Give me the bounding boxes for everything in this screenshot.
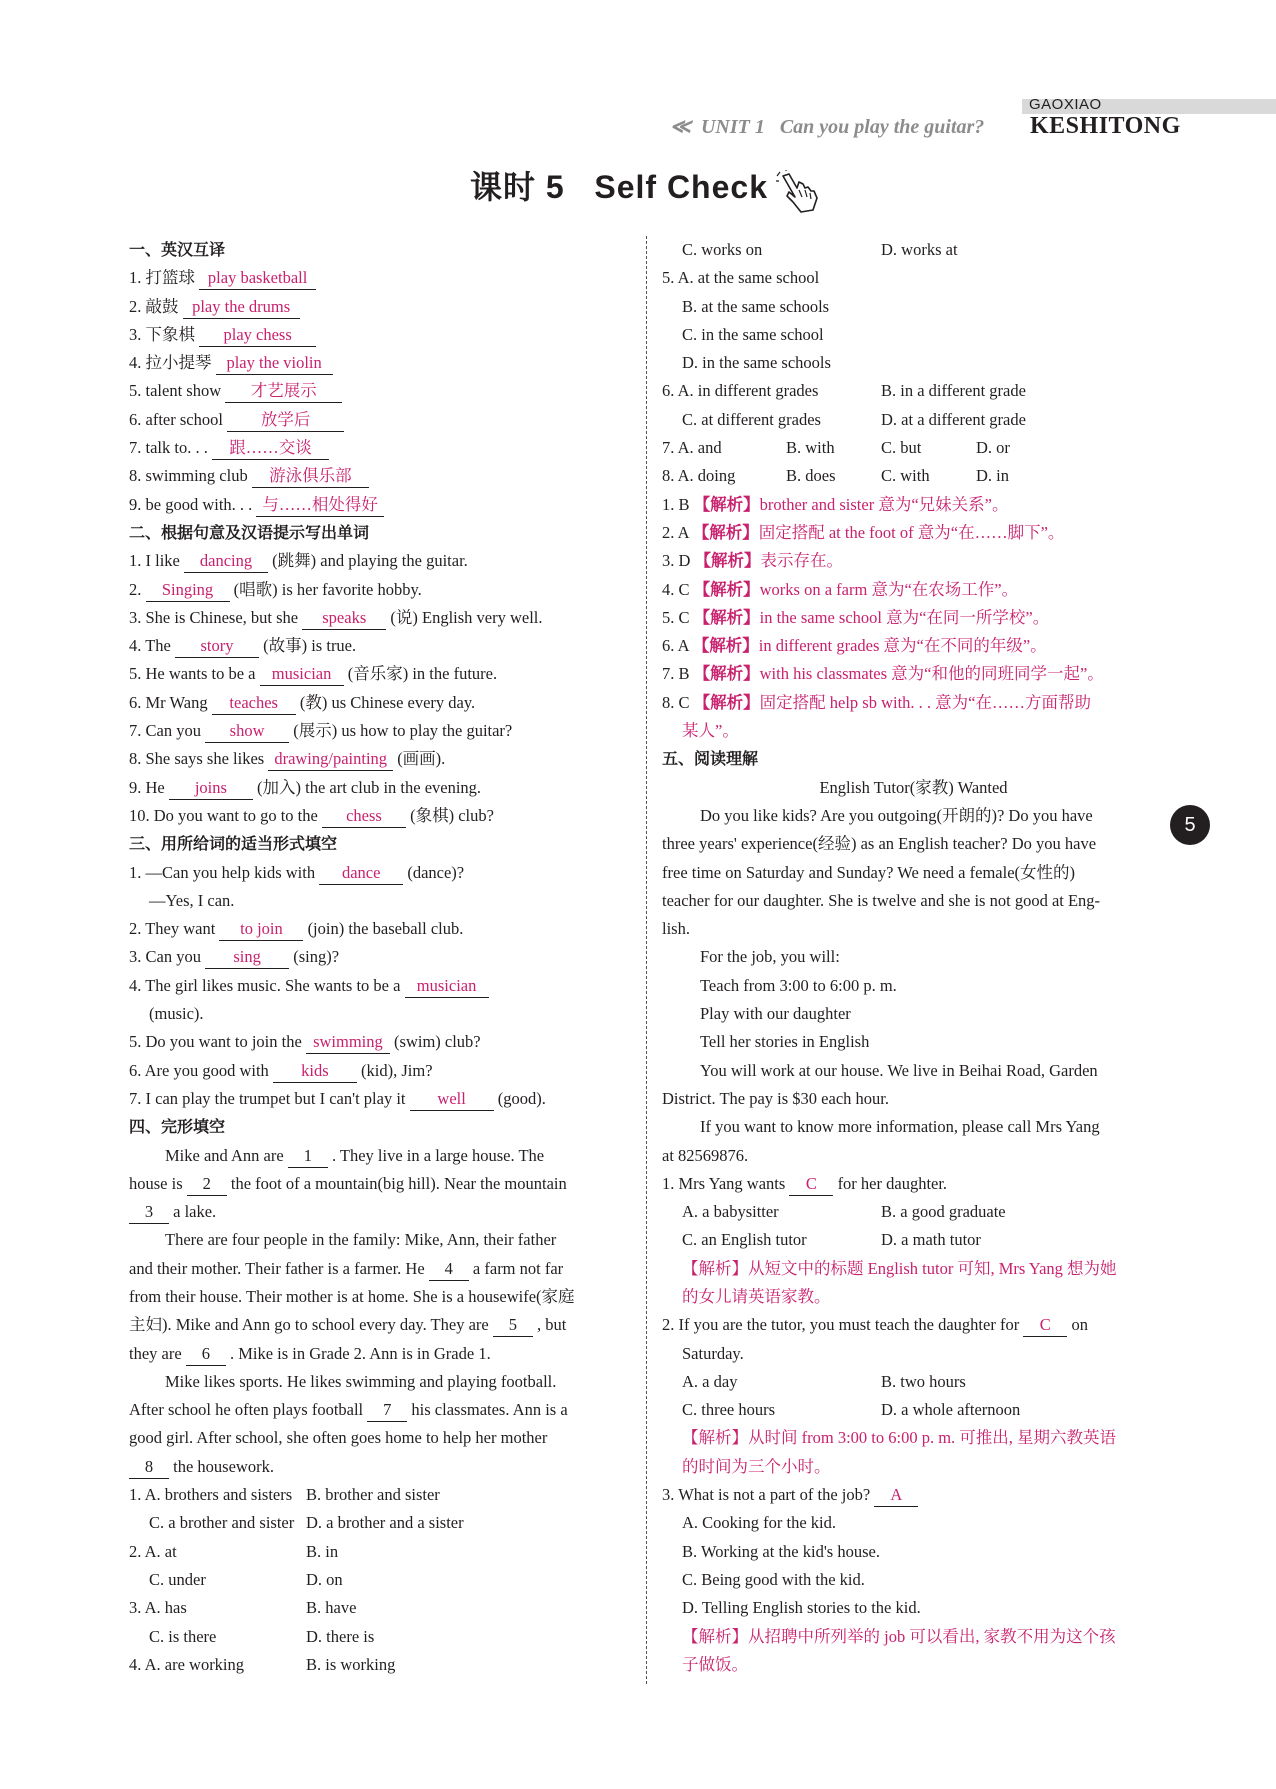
option: 6. A. in different grades <box>662 381 819 401</box>
answer-key <box>662 547 1165 575</box>
option: C. an English tutor <box>682 1230 807 1250</box>
question-text: 1. Mrs Yang wants <box>662 1173 786 1193</box>
question-text: for her daughter. <box>837 1173 948 1193</box>
answer-blank: play chess <box>199 324 316 347</box>
answer-blank: sing <box>205 946 289 969</box>
question-text: 8. swimming club <box>129 466 248 486</box>
answer-blank: musician <box>405 975 489 998</box>
option: B. is working <box>306 1654 396 1674</box>
question-text: (加入) the art club in the evening. <box>257 777 482 797</box>
fill-in-item <box>129 943 634 971</box>
option-row <box>129 1538 634 1566</box>
fill-in-item <box>129 972 634 1000</box>
option: C. at different grades <box>682 409 821 429</box>
passage-line: District. The pay is $30 each hour. <box>662 1088 889 1108</box>
answer-letter: 2. A <box>662 522 689 542</box>
question-text: (跳舞) and playing the guitar. <box>272 551 468 571</box>
question-text: 5. talent show <box>129 381 222 401</box>
cloze-line <box>129 1396 634 1424</box>
question-text: 3. 下象棋 <box>129 324 195 344</box>
answer-blank: teaches <box>212 692 296 715</box>
cloze-text: his classmates. Ann is a <box>411 1400 568 1420</box>
analysis-tag: 【解析】 <box>694 551 761 571</box>
cloze-line <box>129 1453 634 1481</box>
answer-blank: speaks <box>302 607 386 630</box>
cloze-line <box>129 1170 634 1198</box>
question-text: 6. Mr Wang <box>129 692 208 712</box>
option: B. a good graduate <box>881 1202 1006 1222</box>
analysis-tag: 【解析】 <box>693 579 760 599</box>
fill-in-item <box>129 717 634 745</box>
question-text: 4. 拉小提琴 <box>129 353 212 373</box>
answer-key <box>662 689 1165 717</box>
header-unit: ≪ UNIT 1 Can you play the guitar? <box>670 116 985 138</box>
cloze-text: a lake. <box>173 1202 217 1222</box>
question-text: on <box>1071 1315 1088 1335</box>
answer-key <box>662 576 1165 604</box>
option-row <box>662 1198 1165 1226</box>
option-row <box>662 462 1165 490</box>
option-line: 5. A. at the same school <box>662 268 820 288</box>
answer-blank: dance <box>319 862 403 885</box>
cloze-text: from their house. Their mother is at home. She is a housewife(家庭 <box>129 1286 575 1306</box>
answer-blank: 与……相处得好 <box>256 494 384 517</box>
cloze-blank: 7 <box>367 1399 407 1422</box>
answer-blank: musician <box>260 663 344 686</box>
question-text: 3. Can you <box>129 947 201 967</box>
answer-blank: A <box>874 1484 918 1507</box>
question-text: (教) us Chinese every day. <box>299 692 476 712</box>
option-line: B. at the same schools <box>682 296 830 316</box>
question-text: 5. He wants to be a <box>129 664 256 684</box>
question-text: (画画). <box>397 749 446 769</box>
answer-letter: 1. B <box>662 494 690 514</box>
analysis-tag: 【解析】 <box>693 664 760 684</box>
cloze-blank: 5 <box>493 1314 533 1337</box>
question-text: (音乐家) in the future. <box>347 664 498 684</box>
question-text: (唱歌) is her favorite hobby. <box>233 579 422 599</box>
cloze-text: they are <box>129 1343 182 1363</box>
cloze-line <box>129 1198 634 1226</box>
cloze-line <box>129 1283 634 1311</box>
translation-item <box>129 349 634 377</box>
question-text: 2. <box>129 579 142 599</box>
answer-blank: 跟……交谈 <box>212 437 329 460</box>
option: D. a brother and a sister <box>306 1513 464 1533</box>
cloze-blank: 4 <box>429 1258 469 1281</box>
cloze-blank: 2 <box>187 1173 227 1196</box>
question-text: 9. He <box>129 777 165 797</box>
section-title: 五、阅读理解 <box>662 749 759 769</box>
option: B. have <box>306 1598 357 1618</box>
passage-line: lish. <box>662 919 690 939</box>
question-text: 7. talk to. . . <box>129 438 208 458</box>
section-title: 一、英汉互译 <box>129 240 226 259</box>
option: A. Cooking for the kid. <box>682 1513 836 1533</box>
question-text: 2. If you are the tutor, you must teach the daughter for <box>662 1315 1020 1335</box>
option: D. in <box>976 466 1009 486</box>
option-row <box>662 1226 1165 1254</box>
question-text: 5. Do you want to join the <box>129 1032 302 1052</box>
option: C. with <box>881 466 930 486</box>
cloze-line <box>129 1311 634 1339</box>
answer-key <box>662 491 1165 519</box>
section-title: 二、根据句意及汉语提示写出单词 <box>129 522 370 542</box>
option-row <box>662 377 1165 405</box>
translation-item <box>129 491 634 519</box>
question-text: (故事) is true. <box>263 636 357 656</box>
answer-key <box>662 632 1165 660</box>
answer-explanation: in the same school 意为“在同一所学校”。 <box>759 607 1050 627</box>
answer-blank: swimming <box>306 1031 390 1054</box>
option: B. with <box>786 438 835 458</box>
question-text: 9. be good with. . . <box>129 494 253 514</box>
option: D. or <box>976 438 1010 458</box>
answer-explanation: 表示存在。 <box>760 551 844 571</box>
answer-blank: drawing/painting <box>268 748 393 771</box>
answer-key <box>662 519 1165 547</box>
option: D. a whole afternoon <box>881 1400 1021 1420</box>
answer-explanation: in different grades 意为“在不同的年级”。 <box>758 636 1047 656</box>
page-number: 5 <box>1170 805 1210 845</box>
answer-letter: 7. B <box>662 664 690 684</box>
option: 8. A. doing <box>662 466 736 486</box>
option-line: D. in the same schools <box>682 353 831 373</box>
question-text: (good). <box>497 1088 546 1108</box>
header-brand: KESHITONG <box>1030 113 1181 139</box>
cloze-text: the foot of a mountain(big hill). Near the mountain <box>230 1173 567 1193</box>
option: B. does <box>786 466 836 486</box>
job-line: For the job, you will: <box>700 947 840 967</box>
right-column <box>662 236 1165 1679</box>
cloze-blank: 1 <box>288 1145 328 1168</box>
answer-blank: joins <box>169 777 253 800</box>
option: B. brother and sister <box>306 1485 440 1505</box>
cloze-text: the housework. <box>173 1456 274 1476</box>
translation-item <box>129 264 634 292</box>
page-title: 课时 5 Self Check <box>470 169 768 205</box>
option: A. a day <box>682 1371 738 1391</box>
analysis-tag: 【解析】 <box>693 692 760 712</box>
passage-title: English Tutor(家教) Wanted <box>819 777 1008 797</box>
cloze-text: Mike likes sports. He likes swimming and playing football. <box>165 1371 557 1391</box>
answer-letter: 5. C <box>662 607 690 627</box>
answer-blank: play the violin <box>216 352 333 375</box>
analysis-tag: 【解析】 <box>692 636 759 656</box>
passage-line: three years' experience(经验) as an English teacher? Do you have <box>662 834 1097 854</box>
fill-in-item <box>129 774 634 802</box>
question-text: 1. 打篮球 <box>129 268 195 288</box>
option: C. Being good with the kid. <box>682 1569 865 1589</box>
question-text: 8. She says she likes <box>129 749 265 769</box>
answer-blank: to join <box>219 918 303 941</box>
answer-blank: 放学后 <box>227 409 344 432</box>
cloze-blank: 6 <box>186 1343 226 1366</box>
question-text: 1. I like <box>129 551 180 571</box>
cloze-line <box>129 1255 634 1283</box>
option-row <box>129 1509 634 1537</box>
option: 3. A. has <box>129 1598 187 1618</box>
fill-in-item <box>129 1057 634 1085</box>
question-text: Saturday. <box>682 1343 744 1363</box>
answer-explanation: 子做饭。 <box>682 1654 748 1674</box>
translation-item <box>129 462 634 490</box>
passage-line: at 82569876. <box>662 1145 749 1165</box>
answer-blank: dancing <box>184 550 268 573</box>
question-text: (kid), Jim? <box>361 1060 433 1080</box>
question <box>662 1170 1165 1198</box>
option-row <box>662 434 1165 462</box>
passage-line: You will work at our house. We live in Beihai Road, Garden <box>700 1060 1098 1080</box>
passage-line: teacher for our daughter. She is twelve and she is not good at Eng- <box>662 890 1101 910</box>
option-row <box>662 1368 1165 1396</box>
fill-in-item <box>129 1000 634 1028</box>
option: 2. A. at <box>129 1541 177 1561</box>
option-row <box>662 1396 1165 1424</box>
option: D. Telling English stories to the kid. <box>682 1598 921 1618</box>
column-divider <box>646 236 647 1684</box>
answer-letter: 8. C <box>662 692 690 712</box>
pointing-hand-icon <box>775 170 819 214</box>
question-text: 6. Are you good with <box>129 1060 269 1080</box>
option-row <box>129 1566 634 1594</box>
analysis-tag: 【解析】 <box>693 494 760 514</box>
answer-key <box>662 604 1165 632</box>
option: 4. A. are working <box>129 1654 245 1674</box>
cloze-text: and their mother. Their father is a farmer. He <box>129 1258 425 1278</box>
fill-in-item <box>129 915 634 943</box>
question-text: 7. I can play the trumpet but I can't play it <box>129 1088 406 1108</box>
option-line: C. in the same school <box>682 324 824 344</box>
passage-line: If you want to know more information, please call Mrs Yang <box>700 1117 1100 1137</box>
question-text: (join) the baseball club. <box>307 919 464 939</box>
answer-key <box>662 660 1165 688</box>
question-text: 6. after school <box>129 409 223 429</box>
cloze-line <box>129 1142 634 1170</box>
option: D. works at <box>881 240 958 259</box>
job-line: Teach from 3:00 to 6:00 p. m. <box>700 975 897 995</box>
cloze-line <box>129 1226 634 1254</box>
question <box>662 1481 1165 1509</box>
answer-blank: play basketball <box>199 267 316 290</box>
section-title: 四、完形填空 <box>129 1117 226 1137</box>
answer-blank: show <box>205 720 289 743</box>
question-text: 3. She is Chinese, but she <box>129 607 299 627</box>
option-row <box>662 406 1165 434</box>
section-title: 三、用所给词的适当形式填空 <box>129 834 338 854</box>
option: D. a math tutor <box>881 1230 981 1250</box>
header-gaoxiao: GAOXIAO <box>1029 96 1102 113</box>
question-text: 1. —Can you help kids with <box>129 862 316 882</box>
question-text: (说) English very well. <box>390 607 543 627</box>
cloze-blank: 8 <box>129 1456 169 1479</box>
fill-in-item <box>129 576 634 604</box>
option: A. a babysitter <box>682 1202 779 1222</box>
question-text: (展示) us how to play the guitar? <box>293 721 513 741</box>
passage-line: Do you like kids? Are you outgoing(开朗的)? Do you have <box>700 805 1093 825</box>
answer-blank: well <box>410 1088 494 1111</box>
question-text: 4. The <box>129 636 171 656</box>
option: D. there is <box>306 1626 375 1646</box>
cloze-text: Mike and Ann are <box>165 1145 284 1165</box>
answer-explanation: 固定搭配 at the foot of 意为“在……脚下”。 <box>758 522 1065 542</box>
option: B. in <box>306 1541 339 1561</box>
question-text: (sing)? <box>293 947 340 967</box>
fill-in-item <box>129 1085 634 1113</box>
answer-blank: chess <box>322 805 406 828</box>
option: D. at a different grade <box>881 409 1026 429</box>
option: C. but <box>881 438 922 458</box>
fill-in-item <box>129 660 634 688</box>
option: C. under <box>149 1569 206 1589</box>
answer-blank: play the drums <box>183 296 300 319</box>
question-text: (swim) club? <box>394 1032 481 1052</box>
fill-in-item <box>129 859 634 887</box>
question-text: 10. Do you want to go to the <box>129 805 318 825</box>
left-column <box>129 236 634 1679</box>
cloze-text: . Mike is in Grade 2. Ann is in Grade 1. <box>229 1343 491 1363</box>
question-text: 4. The girl likes music. She wants to be a <box>129 975 401 995</box>
option: C. a brother and sister <box>149 1513 295 1533</box>
fill-in-item <box>129 745 634 773</box>
translation-item <box>129 293 634 321</box>
answer-explanation: 的女儿请英语家教。 <box>682 1286 831 1306</box>
answer-letter: 4. C <box>662 579 690 599</box>
fill-in-item <box>129 547 634 575</box>
fill-in-item <box>129 887 634 915</box>
answer-explanation: 的时间为三个小时。 <box>682 1456 831 1476</box>
option: B. Working at the kid's house. <box>682 1541 880 1561</box>
job-line: Play with our daughter <box>700 1004 851 1024</box>
answer-explanation: 【解析】从短文中的标题 English tutor 可知, Mrs Yang 想为她 <box>682 1258 1117 1278</box>
answer-blank: 游泳俱乐部 <box>252 465 369 488</box>
fill-in-item <box>129 689 634 717</box>
translation-item <box>129 377 634 405</box>
question <box>662 1311 1165 1339</box>
answer-blank: story <box>175 635 259 658</box>
question-text: (象棋) club? <box>410 805 494 825</box>
answer-explanation: works on a farm 意为“在农场工作”。 <box>759 579 1019 599</box>
answer-explanation: brother and sister 意为“兄妹关系”。 <box>759 494 1009 514</box>
cloze-line <box>129 1368 634 1396</box>
answer-explanation-cont: 某人”。 <box>682 721 739 741</box>
answer-blank: 才艺展示 <box>225 380 342 403</box>
question-text: (music). <box>149 1004 204 1024</box>
analysis-tag: 【解析】 <box>692 522 759 542</box>
answer-blank: kids <box>273 1060 357 1083</box>
analysis-tag: 【解析】 <box>693 607 760 627</box>
option-row <box>129 1594 634 1622</box>
option: B. two hours <box>881 1371 966 1391</box>
option-row <box>129 1481 634 1509</box>
option: 1. A. brothers and sisters <box>129 1485 293 1505</box>
question-text: 2. They want <box>129 919 216 939</box>
cloze-text: a farm not far <box>472 1258 564 1278</box>
answer-blank: C <box>789 1173 833 1196</box>
answer-explanation: 【解析】从时间 from 3:00 to 6:00 p. m. 可推出, 星期六教英语 <box>682 1428 1117 1448</box>
translation-item <box>129 434 634 462</box>
option: D. on <box>306 1569 343 1589</box>
option: C. three hours <box>682 1400 776 1420</box>
fill-in-item <box>129 802 634 830</box>
cloze-text: house is <box>129 1173 183 1193</box>
cloze-text: good girl. After school, she often goes home to help her mother <box>129 1428 548 1448</box>
cloze-blank: 3 <box>129 1201 169 1224</box>
cloze-line <box>129 1424 634 1452</box>
question-text: 7. Can you <box>129 721 201 741</box>
answer-explanation: 固定搭配 help sb with. . . 意为“在……方面帮助 <box>759 692 1092 712</box>
translation-item <box>129 406 634 434</box>
passage-line: free time on Saturday and Sunday? We need a female(女性的) <box>662 862 1076 882</box>
cloze-text: 主妇). Mike and Ann go to school every day. They are <box>129 1315 489 1335</box>
answer-explanation: with his classmates 意为“和他的同班同学一起”。 <box>759 664 1104 684</box>
question-text: (dance)? <box>407 862 465 882</box>
option: B. in a different grade <box>881 381 1026 401</box>
option: 7. A. and <box>662 438 722 458</box>
option-row <box>662 236 1165 264</box>
translation-item <box>129 321 634 349</box>
fill-in-item <box>129 604 634 632</box>
answer-blank: C <box>1023 1314 1067 1337</box>
cloze-text: There are four people in the family: Mike, Ann, their father <box>165 1230 557 1250</box>
fill-in-item <box>129 632 634 660</box>
option-row <box>129 1651 634 1679</box>
option: C. is there <box>149 1626 217 1646</box>
cloze-text: After school he often plays football <box>129 1400 364 1420</box>
cloze-line <box>129 1340 634 1368</box>
question-text: 3. What is not a part of the job? <box>662 1485 871 1505</box>
job-line: Tell her stories in English <box>700 1032 870 1052</box>
answer-explanation: 【解析】从招聘中所列举的 job 可以看出, 家教不用为这个孩 <box>682 1626 1116 1646</box>
cloze-text: , but <box>536 1315 567 1335</box>
answer-blank: Singing <box>146 579 230 602</box>
question-text: —Yes, I can. <box>149 890 235 910</box>
question-text: 2. 敲鼓 <box>129 296 179 316</box>
option-row <box>129 1623 634 1651</box>
answer-letter: 6. A <box>662 636 689 656</box>
fill-in-item <box>129 1028 634 1056</box>
cloze-text: . They live in a large house. The <box>331 1145 545 1165</box>
answer-letter: 3. D <box>662 551 691 571</box>
option: C. works on <box>682 240 763 259</box>
